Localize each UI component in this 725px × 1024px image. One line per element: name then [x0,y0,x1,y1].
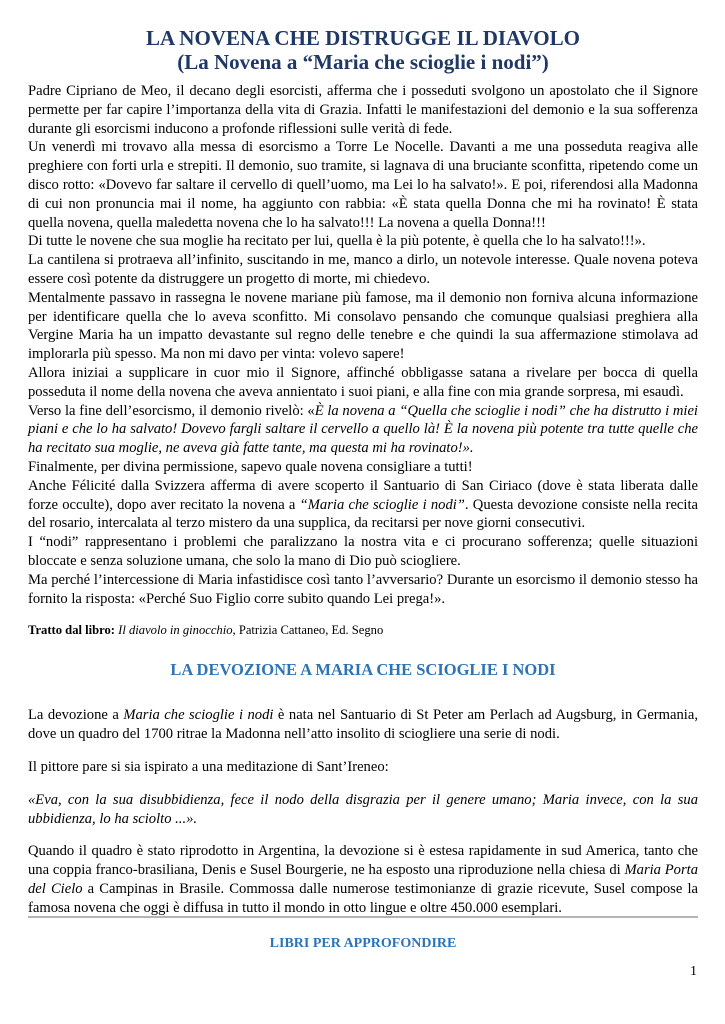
story-paragraph: Mentalmente passavo in rassegna le novene mariane più famose, ma il demonio non forniva alcuna informazione per identificare quella che lo aveva sconfitto. Mi consolavo pensando che comunque qualsiasi preghiera alla Vergine Maria ha un impatto devastante sul regno delle tenebre e che quindi la sua affermazione stimolava ad implorarla più spesso. Ma non mi davo per vinta: volevo sapere! [28,289,698,363]
story-section [28,82,698,608]
text-run: Quando il quadro è stato riprodotto in Argentina, la devozione si è estesa rapidamente in sud America, tanto che una coppia franco-brasiliana, Denis e Susel Bourgerie, ne ha esposto una riproduzione nella chiesa di [28,843,698,879]
text-run: . Questa devozione consiste nella recita del rosario, intercalata al terzo mistero da una supplica, da recitarsi per nove giorni consecutivi. [28,496,698,532]
source-book-title: Il diavolo in ginocchio [118,623,233,638]
story-paragraph: La cantilena si protraeva all’infinito, suscitando in me, manco a dirlo, un notevole interesse. Quale novena poteva essere così potente da distruggere un progetto di morte, mi chiedevo. [28,252,698,287]
devotion-paragraph [28,706,698,744]
page-title: LA NOVENA CHE DISTRUGGE IL DIAVOLO [146,26,580,50]
italic-text: Maria che scioglie i nodi [123,707,274,724]
devotion-paragraph [28,842,698,917]
text-run: Anche Félicité dalla Svizzera afferma di avere scoperto il Santuario di San Ciriaco (dove è stata liberata dalle forze occulte), dopo aver recitato la novena a [28,477,698,513]
source-author: , Patrizia Cattaneo, Ed. Segno [232,623,384,638]
story-paragraph: Allora iniziai a supplicare in cuor mio il Signore, affinché obbligasse satana a rivelare per bocca di quella posseduta il nome della novena che aveva annientato i suoi piani, e alla fine con mia grande sorpresa, mi esaudì. [28,364,698,400]
story-paragraph: I “nodi” rappresentano i problemi che paralizzano la nostra vita e ci procurano sofferenza; quelle situazioni bloccate e senza soluzione umana, che solo la mano di Dio può sciogliere. [28,534,698,569]
devotion-quote [28,791,698,829]
story-paragraph: Di tutte le novene che sua moglie ha recitato per lui, quella è la più potente, è quella che lo ha salvato!!!». [28,233,646,250]
quote-text: “Maria che scioglie i nodi” [299,496,465,513]
page-number: 1 [690,964,697,979]
document-page [28,26,698,931]
story-paragraph [28,477,698,533]
section-heading-devozione: LA DEVOZIONE A MARIA CHE SCIOGLIE I NODI [170,660,556,680]
horizontal-divider [28,916,698,918]
text-run: La devozione a [28,707,124,724]
devotion-paragraph: Il pittore pare si sia ispirato a una meditazione di Sant’Ireneo: [28,758,389,775]
page-subtitle: (La Novena a “Maria che scioglie i nodi”) [177,50,549,74]
quote-text: «Eva, con la sua disubbidienza, fece il nodo della disgrazia per il genere umano; Maria invece, con la sua ubbidienza, lo ha sciolto ...». [28,791,698,827]
story-paragraph: Finalmente, per divina permissione, sapevo quale novena consigliare a tutti! [28,458,473,475]
text-run: Verso la fine dell’esorcismo, il demonio rivelò: « [28,402,315,419]
story-paragraph: Un venerdì mi trovavo alla messa di esorcismo a Torre Le Nocelle. Davanti a me una posseduta reagiva alle preghiere con forti urla e strepiti. Il demonio, suo tramite, si lagnava di una bruciante sconfitta, ripetendo come un disco rotto: «Dovevo far saltare il cervello di quell’uomo, ma Lei lo ha salvato!». E poi, riferendosi alla Madonna di cui non pronuncia mai il nome, ha aggiunto con rabbia: «È stata quella Donna che mi ha rovinato! È stata quella novena, quella maledetta novena che lo ha salvato!!! La novena a quella Donna!!! [28,139,698,231]
source-label: Tratto dal libro: [28,623,115,638]
italic-text: Maria Porta del Cielo [28,862,699,897]
quote-text: È la novena a “Quella che scioglie i nodi” che ha distrutto i miei piani e che lo ha salvato! Dovevo fargli saltare il cervello a quello là! È la novena più potente tra tutte quelle che ha recitato sua moglie, ne aveva già fatte tante, ma questa mi ha rovinato!». [28,402,698,457]
section-heading-libri: LIBRI PER APPROFONDIRE [269,936,457,951]
text-run: è nata nel Santuario di St Peter am Perlach ad Augsburg, in Germania, dove un quadro del 1700 ritrae la Madonna nell’atto insolito di sciogliere una serie di nodi. [28,707,698,743]
text-run: a Campinas in Brasile. Commossa dalle numerose testimonianze di grazie ricevute, Susel compose la famosa novena che oggi è diffusa in tutto il mondo in otto lingue e oltre 450.000 esemplari. [28,880,698,916]
story-paragraph: Ma perché l’intercessione di Maria infastidisce così tanto l’avversario? Durante un esorcismo il demonio stesso ha fornito la risposta: «Perché Suo Figlio corre subito quando Lei prega!». [28,571,698,607]
story-paragraph: Padre Cipriano de Meo, il decano degli esorcisti, afferma che i posseduti svolgono un apostolato che il Signore permette per far capire l’importanza della vita di Grazia. Infatti le manifestazioni del demonio e la sua sofferenza durante gli esorcismi inducono a profonde riflessioni sulle verità di fede. [28,83,698,137]
story-paragraph [28,402,698,458]
source-citation [28,622,698,638]
